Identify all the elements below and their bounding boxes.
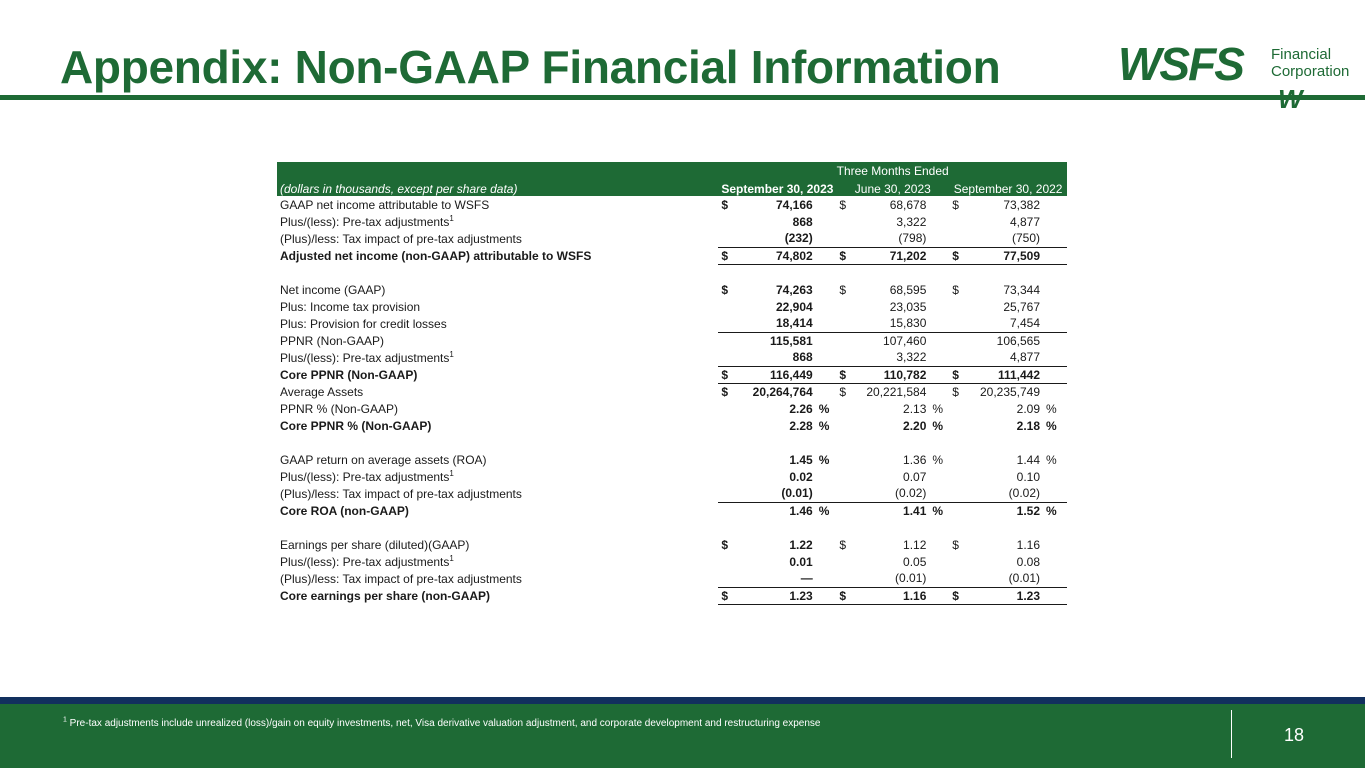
currency-symbol <box>949 315 963 332</box>
percent-sign <box>929 315 949 332</box>
row-label-text: Plus: Income tax provision <box>280 299 421 314</box>
currency-symbol <box>949 213 963 230</box>
footnote <box>63 718 820 729</box>
value-cell: 7,454 <box>1010 316 1041 331</box>
value-cell: 0.02 <box>789 469 813 484</box>
row-label-text: Core earnings per share (non-GAAP) <box>280 588 491 603</box>
currency-symbol <box>718 400 733 417</box>
percent-sign <box>929 468 949 485</box>
currency-symbol: $ <box>839 537 847 552</box>
currency-symbol: $ <box>949 366 963 383</box>
currency-symbol <box>718 213 733 230</box>
currency-symbol <box>836 400 850 417</box>
value-cell: 2.20 <box>903 418 927 433</box>
column-header: June 30, 2023 <box>836 179 949 196</box>
row-label-text: PPNR (Non-GAAP) <box>280 333 385 348</box>
table-row <box>277 281 1067 298</box>
percent-sign <box>1043 383 1067 400</box>
row-label <box>277 536 718 553</box>
value-cell: 20,221,584 <box>866 384 927 399</box>
value-cell: (0.01) <box>1008 571 1041 586</box>
value-cell: 68,678 <box>889 197 927 212</box>
table-row <box>277 570 1067 587</box>
currency-symbol <box>949 553 963 570</box>
percent-sign <box>929 485 949 502</box>
row-label-text: GAAP net income attributable to WSFS <box>280 197 490 212</box>
value-cell: 0.01 <box>789 554 813 569</box>
value-cell: 20,264,764 <box>752 384 813 399</box>
row-label <box>277 570 718 587</box>
table-header-row <box>277 179 1067 196</box>
value-cell: 2.13 <box>903 401 927 416</box>
row-label <box>277 383 718 400</box>
value-cell: 74,263 <box>776 282 813 297</box>
currency-symbol: $ <box>952 537 959 552</box>
value-cell: 71,202 <box>850 247 929 264</box>
row-label-text: Adjusted net income (non-GAAP) attributable to WSFS <box>280 248 592 263</box>
value-cell: 2.26 <box>789 401 813 416</box>
currency-symbol: $ <box>836 587 850 604</box>
percent-sign <box>816 553 837 570</box>
row-label <box>277 485 718 502</box>
value-cell: 0.10 <box>1016 469 1041 484</box>
row-label <box>277 417 718 434</box>
value-cell: 15,830 <box>889 316 927 331</box>
percent-sign <box>1043 587 1067 604</box>
row-label-text: (Plus)/less: Tax impact of pre-tax adjustments <box>280 486 522 501</box>
value-cell: 111,442 <box>963 366 1043 383</box>
currency-symbol: $ <box>839 384 847 399</box>
percent-sign <box>1043 536 1067 553</box>
table-row <box>277 417 1067 434</box>
wsfs-logo <box>1118 38 1350 118</box>
value-cell: 2.09 <box>1016 401 1041 416</box>
currency-symbol: $ <box>839 282 847 297</box>
financial-table <box>277 162 1067 605</box>
currency-symbol <box>718 502 733 519</box>
value-cell: 107,460 <box>850 332 929 349</box>
value-cell: 110,782 <box>850 366 929 383</box>
percent-sign: % <box>929 502 949 519</box>
percent-sign <box>929 196 949 213</box>
value-cell: 1.16 <box>1016 537 1041 552</box>
currency-symbol: $ <box>836 366 850 383</box>
value-cell: 2.18 <box>1016 418 1041 433</box>
table-row <box>277 587 1067 604</box>
row-label <box>277 366 718 383</box>
value-cell: 0.05 <box>903 554 927 569</box>
value-cell: 1.41 <box>850 502 929 519</box>
table-group-header-row <box>277 162 1067 179</box>
table-row <box>277 213 1067 230</box>
percent-sign <box>1043 570 1067 587</box>
currency-symbol <box>836 213 850 230</box>
percent-sign <box>929 587 949 604</box>
logo-subtitle-line2: Corporation <box>1271 63 1350 80</box>
percent-sign <box>929 349 949 366</box>
currency-symbol: $ <box>721 384 729 399</box>
currency-symbol <box>949 332 963 349</box>
row-label-text: Net income (GAAP) <box>280 282 386 297</box>
percent-sign <box>1043 553 1067 570</box>
value-cell: 115,581 <box>733 332 816 349</box>
percent-sign <box>1043 196 1067 213</box>
value-cell: (0.02) <box>895 486 927 501</box>
value-cell: (0.01) <box>781 486 813 501</box>
row-label-text: Plus/(less): Pre-tax adjustments <box>280 350 450 365</box>
currency-symbol <box>949 485 963 502</box>
column-header: September 30, 2022 <box>949 179 1067 196</box>
currency-symbol <box>836 502 850 519</box>
currency-symbol: $ <box>836 247 850 264</box>
value-cell: 20,235,749 <box>979 384 1041 399</box>
percent-sign <box>816 247 837 264</box>
currency-symbol <box>949 298 963 315</box>
value-cell: 73,344 <box>1003 282 1041 297</box>
table-row <box>277 230 1067 247</box>
percent-sign: % <box>818 401 830 416</box>
currency-symbol: $ <box>839 197 847 212</box>
value-cell: 73,382 <box>1003 197 1041 212</box>
table-row <box>277 298 1067 315</box>
page-number: 18 <box>1284 725 1305 745</box>
logo-wordmark: WSFS <box>1118 38 1243 90</box>
table-row <box>277 366 1067 383</box>
currency-symbol: $ <box>718 366 733 383</box>
value-cell: 4,877 <box>1010 214 1041 229</box>
percent-sign: % <box>1046 418 1057 433</box>
row-label <box>277 298 718 315</box>
percent-sign <box>929 298 949 315</box>
currency-symbol <box>949 570 963 587</box>
table-row <box>277 383 1067 400</box>
value-cell: 1.12 <box>903 537 927 552</box>
value-cell: 3,322 <box>896 350 927 365</box>
percent-sign <box>929 570 949 587</box>
footnote-ref: 1 <box>449 553 454 563</box>
percent-sign <box>929 536 949 553</box>
percent-sign <box>1043 247 1067 264</box>
table-row <box>277 502 1067 519</box>
row-label <box>277 196 718 213</box>
table-row <box>277 349 1067 366</box>
percent-sign <box>1043 230 1067 247</box>
currency-symbol <box>718 468 733 485</box>
row-label-text: Core ROA (non-GAAP) <box>280 503 409 518</box>
group-header: Three Months Ended <box>718 162 1067 179</box>
row-label <box>277 332 718 349</box>
value-cell: 1.22 <box>789 537 813 552</box>
percent-sign <box>816 230 837 247</box>
percent-sign <box>816 570 837 587</box>
value-cell: (0.02) <box>1008 486 1041 501</box>
currency-symbol: $ <box>718 247 733 264</box>
row-label-text: Plus/(less): Pre-tax adjustments <box>280 554 450 569</box>
page-title: Appendix: Non-GAAP Financial Information <box>60 41 1001 93</box>
table-row <box>277 196 1067 213</box>
currency-symbol <box>836 230 850 247</box>
currency-symbol <box>836 553 850 570</box>
row-label-text: Plus/(less): Pre-tax adjustments <box>280 214 450 229</box>
row-label-text: (Plus)/less: Tax impact of pre-tax adjustments <box>280 231 522 246</box>
currency-symbol <box>718 451 733 468</box>
currency-symbol: $ <box>949 587 963 604</box>
spacer-row <box>277 264 1067 281</box>
row-label-text: Plus: Provision for credit losses <box>280 316 447 331</box>
currency-symbol: $ <box>721 282 729 297</box>
row-label <box>277 247 718 264</box>
percent-sign <box>1043 349 1067 366</box>
percent-sign <box>929 281 949 298</box>
table-row <box>277 315 1067 332</box>
value-cell: — <box>800 571 813 586</box>
value-cell: 868 <box>792 214 813 229</box>
currency-symbol <box>836 332 850 349</box>
currency-symbol <box>718 315 733 332</box>
percent-sign <box>929 230 949 247</box>
value-cell: 106,565 <box>963 332 1043 349</box>
currency-symbol: $ <box>952 282 959 297</box>
currency-symbol <box>949 451 963 468</box>
currency-symbol: $ <box>721 197 729 212</box>
units-header: (dollars in thousands, except per share data) <box>277 179 718 196</box>
currency-symbol <box>949 349 963 366</box>
percent-sign <box>929 332 949 349</box>
currency-symbol <box>718 485 733 502</box>
percent-sign: % <box>818 418 830 433</box>
currency-symbol <box>836 451 850 468</box>
row-label <box>277 230 718 247</box>
currency-symbol <box>949 400 963 417</box>
value-cell: 74,802 <box>733 247 816 264</box>
footnote-ref: 1 <box>449 349 454 359</box>
column-header: September 30, 2023 <box>718 179 836 196</box>
row-label <box>277 502 718 519</box>
row-label <box>277 213 718 230</box>
row-label <box>277 281 718 298</box>
percent-sign <box>1043 298 1067 315</box>
title-divider <box>0 95 1365 100</box>
currency-symbol <box>836 417 850 434</box>
value-cell: 3,322 <box>896 214 927 229</box>
currency-symbol <box>949 417 963 434</box>
percent-sign <box>816 366 837 383</box>
percent-sign <box>816 298 837 315</box>
percent-sign <box>929 366 949 383</box>
currency-symbol <box>836 349 850 366</box>
row-label-text: PPNR % (Non-GAAP) <box>280 401 399 416</box>
currency-symbol <box>718 349 733 366</box>
currency-symbol <box>718 230 733 247</box>
percent-sign <box>929 383 949 400</box>
percent-sign <box>816 213 837 230</box>
row-label-text: Core PPNR % (Non-GAAP) <box>280 418 432 433</box>
percent-sign: % <box>818 452 830 467</box>
spacer-row <box>277 519 1067 536</box>
table-row <box>277 485 1067 502</box>
value-cell: 1.46 <box>733 502 816 519</box>
spacer-row <box>277 434 1067 451</box>
footnote-ref: 1 <box>449 468 454 478</box>
footer <box>0 704 1365 768</box>
table-row <box>277 468 1067 485</box>
value-cell: 1.45 <box>789 452 813 467</box>
value-cell: 1.16 <box>850 587 929 604</box>
percent-sign <box>1043 281 1067 298</box>
percent-sign <box>816 468 837 485</box>
currency-symbol: $ <box>718 587 733 604</box>
percent-sign: % <box>1043 502 1067 519</box>
footnote-ref: 1 <box>449 213 454 223</box>
row-label-text: Plus/(less): Pre-tax adjustments <box>280 469 450 484</box>
percent-sign <box>816 332 837 349</box>
percent-sign <box>1043 485 1067 502</box>
value-cell: (0.01) <box>895 571 927 586</box>
value-cell: 1.23 <box>963 587 1043 604</box>
row-label-text: GAAP return on average assets (ROA) <box>280 452 487 467</box>
value-cell: 22,904 <box>776 299 813 314</box>
currency-symbol <box>836 298 850 315</box>
percent-sign <box>816 349 837 366</box>
value-cell: 1.36 <box>903 452 927 467</box>
percent-sign: % <box>932 418 944 433</box>
percent-sign <box>816 536 837 553</box>
table-row <box>277 451 1067 468</box>
footer-divider <box>1231 710 1232 758</box>
row-label-text: Average Assets <box>280 384 364 399</box>
value-cell: 1.23 <box>733 587 816 604</box>
logo-subtitle-line1: Financial <box>1271 46 1332 63</box>
currency-symbol <box>836 570 850 587</box>
row-label-text: Earnings per share (diluted)(GAAP) <box>280 537 470 552</box>
value-cell: 0.07 <box>903 469 927 484</box>
percent-sign <box>1043 213 1067 230</box>
table-row <box>277 332 1067 349</box>
value-cell: 2.28 <box>789 418 813 433</box>
value-cell: 116,449 <box>733 366 816 383</box>
currency-symbol <box>718 570 733 587</box>
percent-sign: % <box>1046 401 1057 416</box>
value-cell: 68,595 <box>889 282 927 297</box>
value-cell: 1.52 <box>963 502 1043 519</box>
currency-symbol <box>718 298 733 315</box>
currency-symbol <box>836 315 850 332</box>
table-row <box>277 536 1067 553</box>
value-cell: (798) <box>898 231 927 246</box>
currency-symbol <box>836 468 850 485</box>
currency-symbol <box>718 553 733 570</box>
row-label <box>277 553 718 570</box>
value-cell: 74,166 <box>776 197 813 212</box>
currency-symbol <box>718 332 733 349</box>
table-row <box>277 400 1067 417</box>
value-cell: 4,877 <box>1010 350 1041 365</box>
value-cell: 868 <box>792 350 813 365</box>
percent-sign <box>816 587 837 604</box>
currency-symbol: $ <box>721 537 729 552</box>
percent-sign <box>1043 315 1067 332</box>
value-cell: (232) <box>784 231 813 246</box>
row-label <box>277 349 718 366</box>
currency-symbol: $ <box>952 384 959 399</box>
percent-sign: % <box>932 401 944 416</box>
percent-sign <box>816 485 837 502</box>
percent-sign <box>929 553 949 570</box>
percent-sign <box>816 315 837 332</box>
value-cell: 1.44 <box>1016 452 1041 467</box>
currency-symbol <box>718 417 733 434</box>
value-cell: 25,767 <box>1003 299 1041 314</box>
percent-sign: % <box>816 502 837 519</box>
currency-symbol <box>836 485 850 502</box>
footnote-marker: 1 <box>63 716 67 724</box>
value-cell: (750) <box>1012 231 1041 246</box>
row-label <box>277 468 718 485</box>
row-label <box>277 400 718 417</box>
footer-accent-bar <box>0 697 1365 704</box>
value-cell: 0.08 <box>1016 554 1041 569</box>
percent-sign <box>1043 332 1067 349</box>
row-label <box>277 587 718 604</box>
currency-symbol: $ <box>952 197 959 212</box>
table-row <box>277 553 1067 570</box>
currency-symbol: $ <box>949 247 963 264</box>
row-label-text: Core PPNR (Non-GAAP) <box>280 367 418 382</box>
row-label <box>277 451 718 468</box>
percent-sign <box>929 247 949 264</box>
percent-sign <box>1043 468 1067 485</box>
row-label <box>277 315 718 332</box>
percent-sign <box>816 196 837 213</box>
value-cell: 77,509 <box>963 247 1043 264</box>
percent-sign: % <box>1046 452 1057 467</box>
currency-symbol <box>949 468 963 485</box>
row-label-text: (Plus)/less: Tax impact of pre-tax adjustments <box>280 571 522 586</box>
logo-subtitle <box>1271 46 1349 80</box>
footnote-text: Pre-tax adjustments include unrealized (loss)/gain on equity investments, net, Visa derivative valuation adjustment, and corporate development and restructuring expense <box>66 718 821 729</box>
value-cell: 23,035 <box>889 299 927 314</box>
percent-sign: % <box>932 452 944 467</box>
table-row <box>277 247 1067 264</box>
value-cell: 18,414 <box>776 316 813 331</box>
percent-sign <box>816 281 837 298</box>
currency-symbol <box>949 230 963 247</box>
percent-sign <box>816 383 837 400</box>
percent-sign <box>1043 366 1067 383</box>
percent-sign <box>929 213 949 230</box>
currency-symbol <box>949 502 963 519</box>
